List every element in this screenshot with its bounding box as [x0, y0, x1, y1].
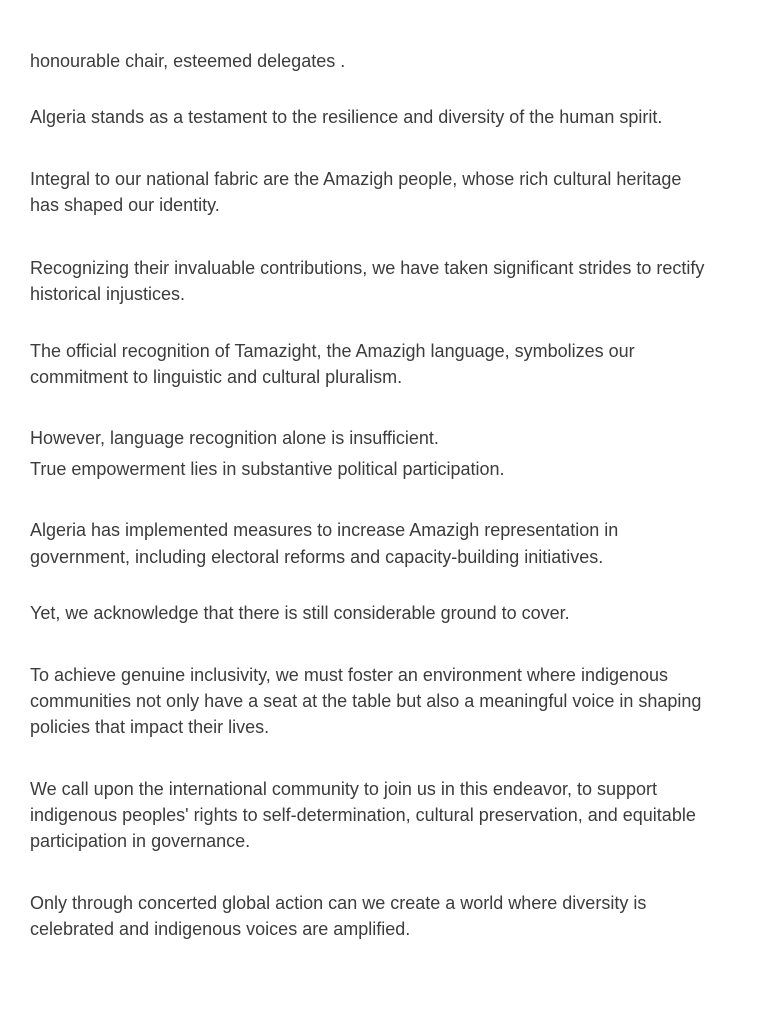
text-line: Yet, we acknowledge that there is still considerable ground to cover. [30, 603, 570, 623]
text-line: policies that impact their lives. [30, 717, 270, 737]
text-line: honourable chair, esteemed delegates . [30, 51, 346, 71]
text-line: The official recognition of Tamazight, the Amazigh language, symbolizes our [30, 341, 635, 361]
text-line: has shaped our identity. [30, 195, 220, 215]
text-line: indigenous peoples' rights to self-determination, cultural preservation, and equitable [30, 805, 696, 825]
text-line: True empowerment lies in substantive political participation. [30, 459, 505, 479]
text-line: Only through concerted global action can we create a world where diversity is [30, 893, 647, 913]
text-line: However, language recognition alone is insufficient. [30, 428, 439, 448]
text-line: commitment to linguistic and cultural pluralism. [30, 367, 403, 387]
text-line: Algeria stands as a testament to the resilience and diversity of the human spirit. [30, 107, 663, 127]
text-line: participation in governance. [30, 831, 251, 851]
text-line: government, including electoral reforms and capacity-building initiatives. [30, 547, 604, 567]
text-line: To achieve genuine inclusivity, we must foster an environment where indigenous [30, 665, 669, 685]
text-line: Recognizing their invaluable contributions, we have taken significant strides to rectify [30, 258, 705, 278]
text-line: Integral to our national fabric are the Amazigh people, whose rich cultural heritage [30, 169, 682, 189]
text-line: communities not only have a seat at the table but also a meaningful voice in shaping [30, 691, 702, 711]
text-line: celebrated and indigenous voices are amplified. [30, 919, 411, 939]
text-line: historical injustices. [30, 284, 186, 304]
text-line: We call upon the international community to join us in this endeavor, to support [30, 779, 658, 799]
text-line: Algeria has implemented measures to increase Amazigh representation in [30, 520, 619, 540]
